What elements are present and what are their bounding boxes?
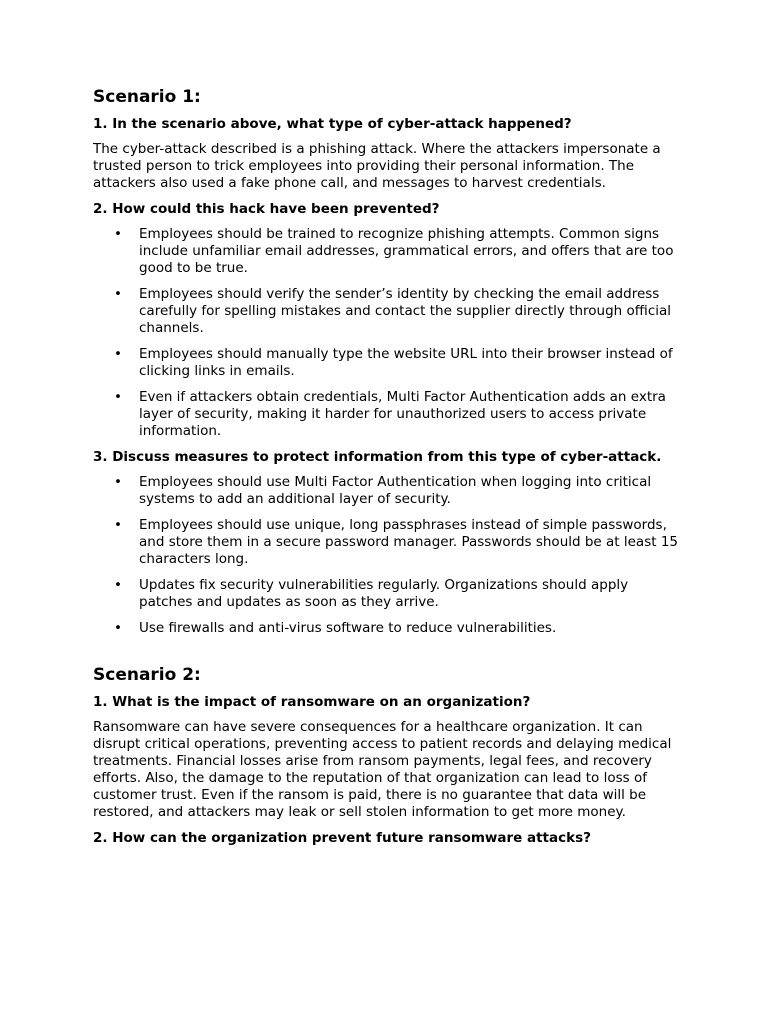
list-item-text: Employees should manually type the website URL into their browser instead of clicking links in emails. (139, 346, 673, 379)
list-item-text: Updates fix security vulnerabilities regularly. Organizations should apply patches and updates as soon as they arrive. (139, 577, 629, 610)
list-item-text: Employees should be trained to recognize phishing attempts. Common signs include unfamiliar email addresses, grammatical errors, and offers that are too good to be true. (139, 226, 674, 276)
list-item-text: Employees should use Multi Factor Authentication when logging into critical systems to add an additional layer of security. (139, 474, 652, 507)
list-item-text: Even if attackers obtain credentials, Multi Factor Authentication adds an extra layer of security, making it harder for unauthorized users to access private information. (139, 389, 666, 439)
bullet-icon: • (114, 346, 122, 362)
list-item (93, 577, 683, 611)
list-item (93, 389, 683, 440)
list-item (93, 474, 683, 508)
bullet-icon: • (114, 286, 122, 302)
scenario-2-question-1: 1. What is the impact of ransomware on an organization? (93, 694, 531, 710)
scenario-2-question-2: 2. How can the organization prevent future ransomware attacks? (93, 830, 591, 846)
list-item (93, 286, 683, 337)
scenario-1-title: Scenario 1: (93, 87, 201, 107)
document-page (93, 86, 683, 855)
bullet-icon: • (114, 474, 122, 490)
list-item (93, 346, 683, 380)
bullet-icon: • (114, 620, 122, 636)
prevention-list (93, 226, 683, 440)
list-item (93, 226, 683, 277)
protection-measures-list (93, 474, 683, 637)
scenario-2-title: Scenario 2: (93, 665, 201, 685)
scenario-1-question-2: 2. How could this hack have been prevented? (93, 201, 440, 217)
list-item-text: Employees should verify the sender’s identity by checking the email address carefully for spelling mistakes and contact the supplier directly through official channels. (139, 286, 672, 336)
bullet-icon: • (114, 389, 122, 405)
scenario-1-answer-1: The cyber-attack described is a phishing attack. Where the attackers impersonate a trusted person to trick employees into providing their personal information. The attackers also used a fake phone call, and messages to harvest credentials. (93, 141, 661, 191)
list-item-text: Employees should use unique, long passphrases instead of simple passwords, and store them in a secure password manager. Passwords should be at least 15 characters long. (139, 517, 679, 567)
scenario-2-answer-1: Ransomware can have severe consequences for a healthcare organization. It can disrupt critical operations, preventing access to patient records and delaying medical treatments. Financial losses arise from ransom payments, legal fees, and recovery efforts. Also, the damage to the reputation of that organization can lead to loss of customer trust. Even if the ransom is paid, there is no guarantee that data will be restored, and attackers may leak or sell stolen information to get more money. (93, 719, 672, 820)
list-item (93, 517, 683, 568)
scenario-1-question-1: 1. In the scenario above, what type of cyber-attack happened? (93, 116, 572, 132)
bullet-icon: • (114, 577, 122, 593)
section-spacer (93, 646, 683, 664)
bullet-icon: • (114, 517, 122, 533)
bullet-icon: • (114, 226, 122, 242)
list-item-text: Use firewalls and anti-virus software to reduce vulnerabilities. (139, 620, 557, 636)
scenario-1-question-3: 3. Discuss measures to protect information from this type of cyber-attack. (93, 449, 662, 465)
list-item (93, 620, 683, 637)
